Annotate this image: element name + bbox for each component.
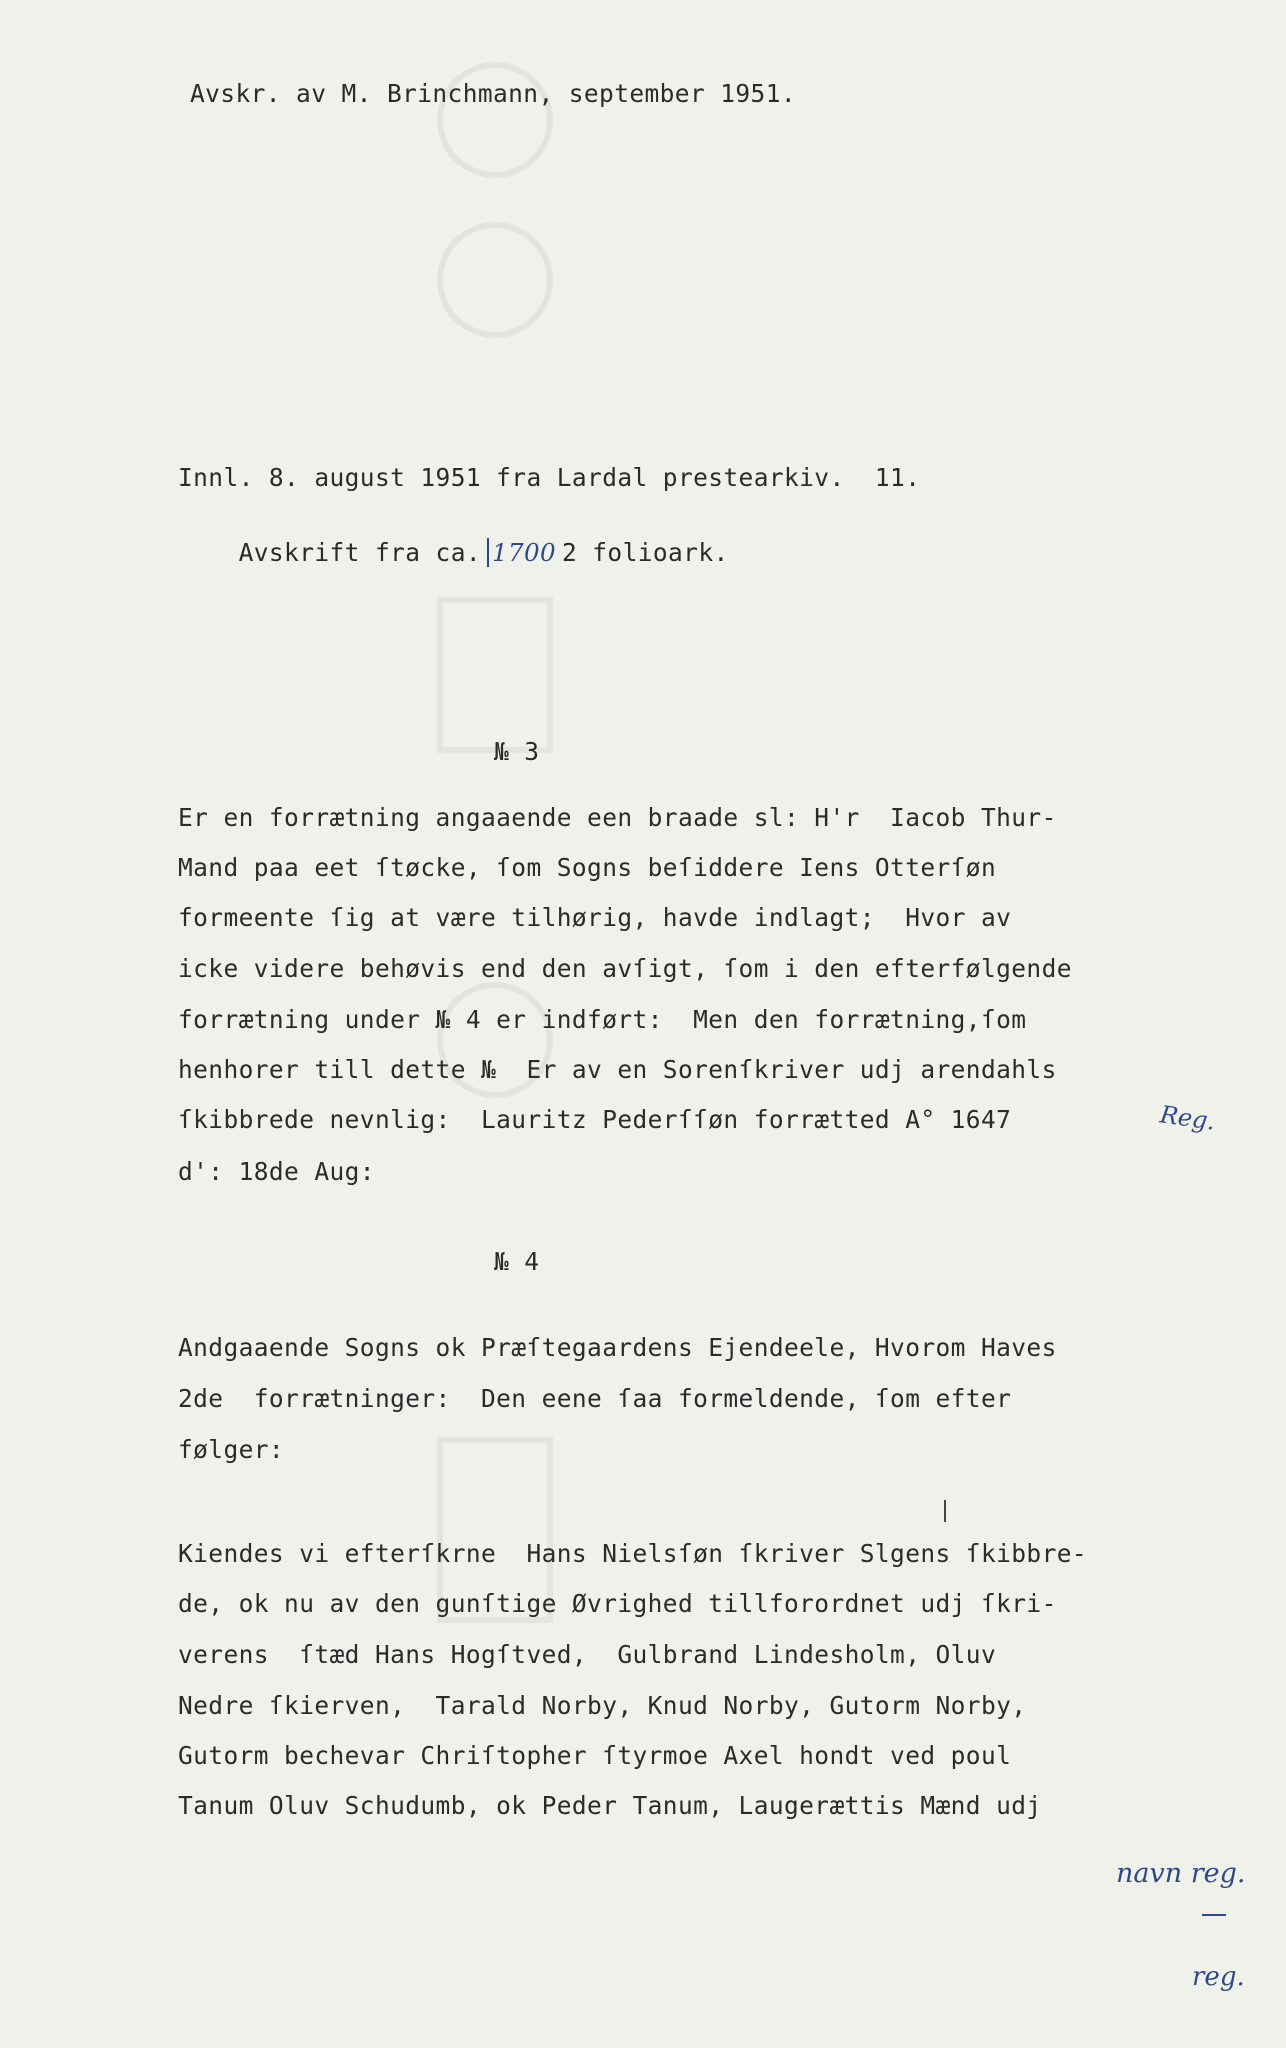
body-line: Tanum Oluv Schudumb, ok Peder Tanum, Laugerættis Mænd udj <box>178 1791 1042 1820</box>
no3-line: formeente ſig at være tilhørig, havde indlagt; Hvor av <box>178 903 1012 932</box>
intro-line-2 <box>178 516 729 590</box>
header-line: Avskr. av M. Brinchmann, september 1951. <box>190 79 797 108</box>
no4-line: Andgaaende Sogns ok Præſtegaardens Ejendeele, Hvorom Haves <box>178 1333 1057 1362</box>
body-line: Nedre ſkierven, Tarald Norby, Knud Norby, Gutorm Norby, <box>178 1691 1027 1720</box>
body-line: Kiendes vi efterſkrne Hans Nielsſøn ſkriver Slgens ſkibbre- <box>178 1539 1088 1568</box>
handwritten-navn-reg-note: navn reg. <box>1116 1858 1246 1889</box>
body-line: de, ok nu av den gunſtige Øvrighed tillforordnet udj ſkri- <box>178 1589 1057 1618</box>
body-line: verens ſtæd Hans Hogſtved, Gulbrand Lindesholm, Oluv <box>178 1640 997 1669</box>
no3-line: forrætning under № 4 er indført: Men den forrætning,ſom <box>178 1005 1027 1034</box>
no3-line: Mand paa eet ſtøcke, ſom Sogns beſiddere Iens Otterſøn <box>178 853 997 882</box>
handwritten-date-insert: 1700 <box>487 538 556 567</box>
intro-line-2-text-a: Avskrift fra ca. <box>238 537 482 567</box>
intro-line-1: Innl. 8. august 1951 fra Lardal prestearkiv. 11. <box>178 463 921 492</box>
handwritten-reg-note: Reg. <box>1158 1100 1217 1136</box>
pencil-tick-mark <box>944 1500 946 1522</box>
no3-line: Er en forrætning angaaende een braade sl: H'r Iacob Thur- <box>178 803 1057 832</box>
section-heading-no3: № 3 <box>494 737 540 766</box>
handwritten-dash-mark <box>1202 1914 1226 1916</box>
no3-line: icke videre behøvis end den avſigt, ſom i den efterfølgende <box>178 954 1072 983</box>
no3-line: d': 18de Aug: <box>178 1157 375 1186</box>
body-line: Gutorm bechevar Chriſtopher ſtyrmoe Axel hondt ved poul <box>178 1741 1012 1770</box>
section-heading-no4: № 4 <box>494 1247 540 1276</box>
no3-line: ſkibbrede nevnlig: Lauritz Pederſſøn forrætted A° 1647 <box>178 1105 1012 1134</box>
intro-line-2-text-b: 2 folioark. <box>561 537 729 567</box>
no3-line: henhorer till dette № Er av en Sorenſkriver udj arendahls <box>178 1055 1057 1084</box>
handwritten-reg-note-bottom: reg. <box>1192 1962 1245 1992</box>
no4-line: 2de forrætninger: Den eene ſaa formeldende, ſom efter <box>178 1384 1012 1413</box>
no4-line: følger: <box>178 1435 285 1464</box>
